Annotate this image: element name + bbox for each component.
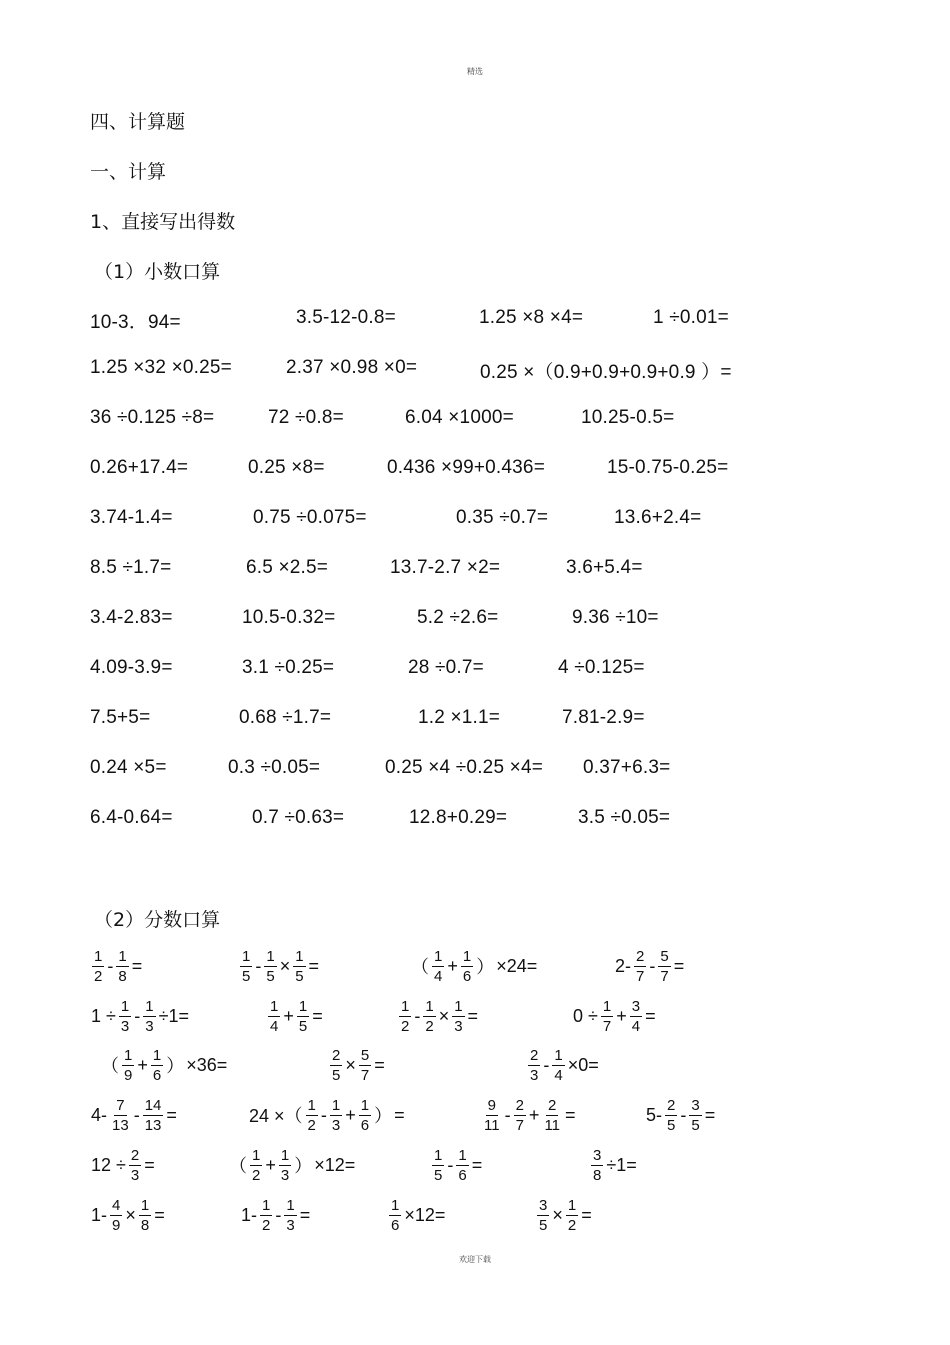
- fraction-numerator: 9: [487, 1096, 496, 1114]
- fraction-denominator: 11: [484, 1116, 500, 1134]
- fraction-denominator: 2: [425, 1017, 434, 1035]
- fraction-numerator: 1: [360, 1096, 370, 1114]
- fraction-numerator: 2: [636, 947, 645, 965]
- decimal-problem: 0.436 ×99+0.436=: [387, 457, 545, 478]
- operator-text: ）: [166, 1056, 185, 1076]
- fraction-denominator: 9: [112, 1216, 121, 1234]
- operator-text: =: [673, 955, 685, 976]
- fraction-denominator: 5: [539, 1216, 548, 1234]
- fraction-numerator: 1: [567, 1196, 577, 1214]
- operator-text: ）: [476, 957, 495, 977]
- fraction-denominator: 5: [434, 1166, 443, 1184]
- operator-text: 1-: [241, 1204, 258, 1225]
- fraction-numerator: 1: [454, 997, 463, 1015]
- fraction-denominator: 13: [144, 1116, 162, 1134]
- operator-text: -: [504, 1104, 511, 1125]
- fraction: [389, 1197, 401, 1234]
- fraction-row: [0, 1193, 950, 1237]
- section-heading-calc: 一、计算: [90, 161, 167, 183]
- operator-text: =: [299, 1204, 311, 1225]
- section-heading-write-answers: 1、直接写出得数: [90, 211, 236, 233]
- fraction-denominator: 6: [458, 1166, 467, 1184]
- fraction: [601, 998, 613, 1035]
- fraction-denominator: 8: [118, 967, 127, 985]
- operator-text: -: [414, 1005, 421, 1026]
- fraction-numerator: 2: [530, 1046, 539, 1064]
- decimal-problem: 13.7-2.7 ×2=: [390, 557, 501, 578]
- decimal-row: [0, 307, 950, 333]
- operator-text: -: [275, 1204, 282, 1225]
- decimal-problem: 10-3．94=: [90, 312, 181, 333]
- fraction-numerator: 1: [602, 997, 612, 1015]
- fraction: [122, 1047, 134, 1084]
- decimal-problem: 6.4-0.64=: [90, 807, 173, 828]
- fraction: [658, 948, 670, 985]
- fraction: [129, 1147, 141, 1184]
- fraction-numerator: 1: [391, 1196, 400, 1214]
- fraction: [293, 948, 305, 985]
- decimal-problem: 3.6+5.4=: [566, 557, 643, 578]
- fraction-denominator: 7: [360, 1066, 370, 1084]
- operator-text: -: [133, 1104, 140, 1125]
- fraction-denominator: 4: [554, 1066, 563, 1084]
- fraction: [119, 998, 131, 1035]
- fraction: [297, 998, 309, 1035]
- fraction-numerator: 1: [295, 947, 304, 965]
- fraction: [330, 1097, 342, 1134]
- operator-text: =: [308, 955, 320, 976]
- fraction-denominator: 13: [112, 1116, 129, 1134]
- operator-text: =: [394, 1104, 405, 1125]
- operator-text: =: [581, 1204, 592, 1225]
- fraction: [359, 1097, 371, 1134]
- operator-text: 5-: [646, 1104, 663, 1125]
- fraction-denominator: 3: [530, 1066, 539, 1084]
- fraction-numerator: 14: [144, 1096, 162, 1114]
- operator-text: 4-: [91, 1104, 108, 1125]
- fraction: [432, 948, 444, 985]
- fraction: [359, 1047, 371, 1084]
- decimal-problem: 10.5-0.32=: [242, 607, 336, 628]
- operator-text: =: [154, 1204, 165, 1225]
- decimal-problem: 3.1 ÷0.25=: [242, 657, 335, 678]
- fraction: [279, 1147, 291, 1184]
- fraction-problem: [614, 944, 685, 988]
- fraction-numerator: 3: [593, 1146, 602, 1164]
- fraction-row: [0, 1043, 950, 1087]
- fraction-denominator: 7: [660, 967, 669, 985]
- fraction: [537, 1197, 549, 1234]
- operator-text: =: [467, 1005, 479, 1026]
- fraction-numerator: 1: [152, 1046, 162, 1064]
- fraction: [110, 1197, 122, 1234]
- operator-text: -: [255, 955, 262, 976]
- fraction-denominator: 2: [401, 1017, 410, 1035]
- fraction: [330, 1047, 342, 1084]
- fraction-problem: [90, 1193, 166, 1237]
- section-heading-calc-problems: 四、计算题: [90, 111, 186, 133]
- fraction-numerator: 1: [425, 997, 434, 1015]
- operator-text: ）: [374, 1106, 393, 1126]
- decimal-problem: 13.6+2.4=: [614, 507, 702, 528]
- decimal-row: [0, 657, 950, 683]
- fraction: [566, 1197, 578, 1234]
- fraction-denominator: 5: [295, 967, 304, 985]
- fraction: [456, 1147, 468, 1184]
- fraction-denominator: 3: [120, 1017, 130, 1035]
- fraction-row: [0, 944, 950, 988]
- fraction-problem: [397, 994, 479, 1038]
- operator-text: ×: [125, 1204, 136, 1225]
- fraction-denominator: 5: [332, 1066, 341, 1084]
- fraction-numerator: 1: [554, 1046, 563, 1064]
- fraction-denominator: 6: [152, 1066, 162, 1084]
- fraction-numerator: 1: [280, 1146, 290, 1164]
- fraction-denominator: 6: [391, 1216, 400, 1234]
- fraction-numerator: 1: [270, 997, 279, 1015]
- fraction-numerator: 2: [332, 1046, 341, 1064]
- operator-text: ×: [345, 1054, 356, 1075]
- operator-text: =: [565, 1104, 576, 1125]
- fraction: [139, 1197, 151, 1234]
- fraction: [452, 998, 464, 1035]
- fraction: [264, 948, 276, 985]
- decimal-problem: 10.25-0.5=: [581, 407, 675, 428]
- decimal-problem: 4 ÷0.125=: [558, 657, 645, 678]
- decimal-problem: 9.36 ÷10=: [572, 607, 659, 628]
- fraction-denominator: 3: [280, 1166, 290, 1184]
- operator-text: ×: [438, 1005, 450, 1026]
- fraction-problem: [589, 1143, 638, 1187]
- fraction-denominator: 6: [462, 967, 472, 985]
- fraction-problem: [535, 1193, 593, 1237]
- operator-text: 1-: [91, 1204, 108, 1225]
- fraction-denominator: 4: [631, 1017, 641, 1035]
- fraction: [482, 1097, 502, 1134]
- fraction-numerator: 1: [434, 947, 443, 965]
- fraction-numerator: 1: [434, 1146, 443, 1164]
- decimal-row: [0, 557, 950, 583]
- fraction-denominator: 9: [124, 1066, 133, 1084]
- fraction-numerator: 1: [458, 1146, 467, 1164]
- fraction: [432, 1147, 444, 1184]
- operator-text: ×: [552, 1204, 563, 1225]
- fraction-problem: [572, 994, 657, 1038]
- operator-text: -: [134, 1005, 141, 1026]
- operator-text: -: [107, 955, 114, 976]
- operator-text: ×0=: [567, 1054, 599, 1075]
- decimal-problem: 3.4-2.83=: [90, 607, 173, 628]
- fraction-denominator: 3: [145, 1017, 154, 1035]
- decimal-problem: 8.5 ÷1.7=: [90, 557, 172, 578]
- fraction-numerator: 3: [631, 997, 641, 1015]
- fraction: [689, 1097, 701, 1134]
- fraction-problem: [90, 994, 190, 1038]
- operator-text: （: [229, 1156, 247, 1176]
- fraction-numerator: 1: [262, 1196, 271, 1214]
- fraction-problem: [248, 1093, 406, 1137]
- fraction-numerator: 2: [548, 1096, 557, 1114]
- fraction-numerator: 1: [124, 1046, 133, 1064]
- decimal-problem: 0.25 ×（0.9+0.9+0.9+0.9 ）=: [480, 362, 732, 383]
- fraction-row: [0, 994, 950, 1038]
- fraction-numerator: 1: [242, 947, 251, 965]
- fraction-problem: [100, 1043, 228, 1087]
- fraction-denominator: 3: [286, 1216, 295, 1234]
- operator-text: =: [374, 1054, 385, 1075]
- operator-text: -: [649, 955, 656, 976]
- fraction: [110, 1097, 131, 1134]
- fraction-row: [0, 1143, 950, 1187]
- fraction: [306, 1097, 318, 1134]
- fraction-numerator: 1: [145, 997, 154, 1015]
- decimal-row: [0, 607, 950, 633]
- fraction: [284, 1197, 296, 1234]
- fraction-denominator: 2: [567, 1216, 577, 1234]
- fraction: [116, 948, 128, 985]
- decimal-problem: 0.26+17.4=: [90, 457, 189, 478]
- operator-text: ×: [279, 955, 291, 976]
- fraction-numerator: 1: [286, 1196, 295, 1214]
- fraction: [591, 1147, 603, 1184]
- fraction-denominator: 8: [140, 1216, 150, 1234]
- fraction: [461, 948, 473, 985]
- decimal-problem: 0.3 ÷0.05=: [228, 757, 321, 778]
- operator-text: ×24=: [496, 955, 538, 976]
- fraction-problem: [90, 1093, 178, 1137]
- fraction-denominator: 11: [544, 1116, 561, 1134]
- operator-text: -: [543, 1054, 550, 1075]
- operator-text: =: [645, 1005, 656, 1026]
- fraction: [630, 998, 642, 1035]
- fraction-denominator: 3: [331, 1116, 341, 1134]
- fraction-denominator: 3: [130, 1166, 140, 1184]
- decimal-problem: 3.74-1.4=: [90, 507, 173, 528]
- fraction-denominator: 5: [266, 967, 275, 985]
- fraction-numerator: 2: [130, 1146, 140, 1164]
- fraction-denominator: 5: [242, 967, 251, 985]
- operator-text: +: [345, 1104, 356, 1125]
- fraction-problem: [328, 1043, 386, 1087]
- fraction-denominator: 8: [593, 1166, 602, 1184]
- fraction-numerator: 3: [539, 1196, 548, 1214]
- fraction: [514, 1097, 526, 1134]
- fraction-denominator: 5: [667, 1116, 676, 1134]
- fraction-denominator: 7: [515, 1116, 524, 1134]
- fraction-denominator: 4: [434, 967, 443, 985]
- page-header: 精选: [467, 67, 483, 76]
- fraction-denominator: 5: [298, 1017, 308, 1035]
- fraction: [399, 998, 411, 1035]
- decimal-problem: 0.35 ÷0.7=: [456, 507, 549, 528]
- decimal-problem: 72 ÷0.8=: [268, 407, 344, 428]
- decimal-problem: 5.2 ÷2.6=: [417, 607, 499, 628]
- decimal-problem: 0.25 ×8=: [248, 457, 325, 478]
- decimal-problem: 3.5-12-0.8=: [296, 307, 396, 328]
- operator-text: ×12=: [404, 1204, 446, 1225]
- fraction-problem: [645, 1093, 716, 1137]
- fraction: [552, 1047, 564, 1084]
- decimal-problem: 0.24 ×5=: [90, 757, 167, 778]
- fraction: [240, 948, 252, 985]
- decimal-row: [0, 757, 950, 783]
- fraction-numerator: 2: [515, 1096, 524, 1114]
- decimal-problem: 1.2 ×1.1=: [418, 707, 501, 728]
- fraction-denominator: 5: [691, 1116, 700, 1134]
- operator-text: 2-: [615, 955, 632, 976]
- decimal-problem: 15-0.75-0.25=: [607, 457, 729, 478]
- fraction-problem: [90, 1143, 156, 1187]
- fraction-problem: [90, 944, 143, 988]
- fraction-denominator: 6: [360, 1116, 370, 1134]
- decimal-problem: 7.81-2.9=: [562, 707, 645, 728]
- fraction-problem: [526, 1043, 600, 1087]
- decimal-problem: 4.09-3.9=: [90, 657, 173, 678]
- operator-text: 1 ÷: [91, 1005, 116, 1026]
- section-heading-fraction-mental: （2）分数口算: [94, 909, 221, 931]
- decimal-problem: 1 ÷0.01=: [653, 307, 729, 328]
- fraction-row: [0, 1093, 950, 1137]
- fraction-denominator: 4: [270, 1017, 279, 1035]
- fraction-problem: [240, 1193, 311, 1237]
- fraction-denominator: 7: [636, 967, 645, 985]
- operator-text: +: [447, 955, 458, 976]
- operator-text: ÷1=: [606, 1154, 637, 1175]
- fraction-numerator: 4: [112, 1196, 121, 1214]
- fraction: [634, 948, 646, 985]
- fraction-problem: [430, 1143, 483, 1187]
- fraction-denominator: 2: [307, 1116, 316, 1134]
- decimal-problem: 6.5 ×2.5=: [246, 557, 329, 578]
- operator-text: =: [471, 1154, 483, 1175]
- operator-text: =: [312, 1005, 323, 1026]
- fraction-problem: [480, 1093, 577, 1137]
- operator-text: +: [528, 1104, 540, 1125]
- fraction-denominator: 2: [262, 1216, 271, 1234]
- fraction-denominator: 7: [602, 1017, 612, 1035]
- fraction-numerator: 1: [118, 947, 127, 965]
- operator-text: -: [680, 1104, 687, 1125]
- fraction-denominator: 2: [252, 1166, 261, 1184]
- fraction: [260, 1197, 272, 1234]
- decimal-problem: 6.04 ×1000=: [405, 407, 514, 428]
- operator-text: -: [320, 1104, 327, 1125]
- fraction-numerator: 1: [140, 1196, 150, 1214]
- decimal-problem: 0.75 ÷0.075=: [253, 507, 367, 528]
- fraction-problem: [410, 944, 538, 988]
- decimal-problem: 0.37+6.3=: [583, 757, 671, 778]
- fraction-problem: [238, 944, 320, 988]
- section-heading-decimal-mental: （1）小数口算: [94, 261, 221, 283]
- fraction: [143, 1097, 164, 1134]
- fraction: [92, 948, 104, 985]
- operator-text: （: [101, 1056, 119, 1076]
- fraction-denominator: 2: [94, 967, 103, 985]
- fraction-numerator: 1: [298, 997, 308, 1015]
- decimal-row: [0, 707, 950, 733]
- decimal-problem: 28 ÷0.7=: [408, 657, 484, 678]
- operator-text: +: [265, 1154, 276, 1175]
- operator-text: =: [704, 1104, 716, 1125]
- decimal-row: [0, 357, 950, 383]
- operator-text: ×12=: [314, 1154, 356, 1175]
- decimal-problem: 0.25 ×4 ÷0.25 ×4=: [385, 757, 544, 778]
- decimal-problem: 12.8+0.29=: [409, 807, 508, 828]
- fraction-numerator: 5: [660, 947, 669, 965]
- operator-text: -: [447, 1154, 454, 1175]
- decimal-row: [0, 507, 950, 533]
- fraction-numerator: 5: [360, 1046, 370, 1064]
- operator-text: ×36=: [186, 1054, 228, 1075]
- decimal-problem: 1.25 ×32 ×0.25=: [90, 357, 232, 378]
- fraction-numerator: 1: [401, 997, 410, 1015]
- operator-text: =: [131, 955, 143, 976]
- fraction-problem: [228, 1143, 356, 1187]
- fraction: [542, 1097, 562, 1134]
- operator-text: 12 ÷: [91, 1154, 126, 1175]
- fraction-numerator: 1: [331, 1096, 341, 1114]
- decimal-problem: 0.7 ÷0.63=: [252, 807, 345, 828]
- fraction: [143, 998, 155, 1035]
- operator-text: +: [137, 1054, 148, 1075]
- decimal-row: [0, 807, 950, 833]
- fraction: [665, 1097, 677, 1134]
- operator-text: ）: [294, 1156, 313, 1176]
- operator-text: ÷1=: [158, 1005, 189, 1026]
- fraction: [268, 998, 280, 1035]
- operator-text: +: [283, 1005, 294, 1026]
- fraction-numerator: 1: [266, 947, 275, 965]
- decimal-row: [0, 407, 950, 433]
- fraction-numerator: 1: [120, 997, 130, 1015]
- decimal-row: [0, 457, 950, 483]
- fraction-numerator: 1: [94, 947, 103, 965]
- operator-text: （: [411, 957, 429, 977]
- fraction-problem: [387, 1193, 446, 1237]
- fraction-numerator: 3: [691, 1096, 700, 1114]
- operator-text: +: [616, 1005, 627, 1026]
- fraction-problem: [266, 994, 324, 1038]
- operator-text: 24 ×（: [249, 1106, 303, 1126]
- fraction: [423, 998, 435, 1035]
- fraction-denominator: 3: [454, 1017, 463, 1035]
- fraction-numerator: 7: [116, 1096, 125, 1114]
- operator-text: 0 ÷: [573, 1005, 598, 1026]
- page-footer: 欢迎下载: [459, 1255, 491, 1264]
- operator-text: =: [166, 1104, 177, 1125]
- fraction: [250, 1147, 262, 1184]
- decimal-problem: 1.25 ×8 ×4=: [479, 307, 584, 328]
- decimal-problem: 3.5 ÷0.05=: [578, 807, 671, 828]
- fraction: [528, 1047, 540, 1084]
- decimal-problem: 36 ÷0.125 ÷8=: [90, 407, 215, 428]
- decimal-problem: 2.37 ×0.98 ×0=: [286, 357, 418, 378]
- operator-text: =: [144, 1154, 155, 1175]
- decimal-problem: 7.5+5=: [90, 707, 151, 728]
- fraction-numerator: 2: [667, 1096, 676, 1114]
- fraction: [151, 1047, 163, 1084]
- fraction-numerator: 1: [307, 1096, 316, 1114]
- fraction-numerator: 1: [462, 947, 472, 965]
- fraction-numerator: 1: [252, 1146, 261, 1164]
- decimal-problem: 0.68 ÷1.7=: [239, 707, 332, 728]
